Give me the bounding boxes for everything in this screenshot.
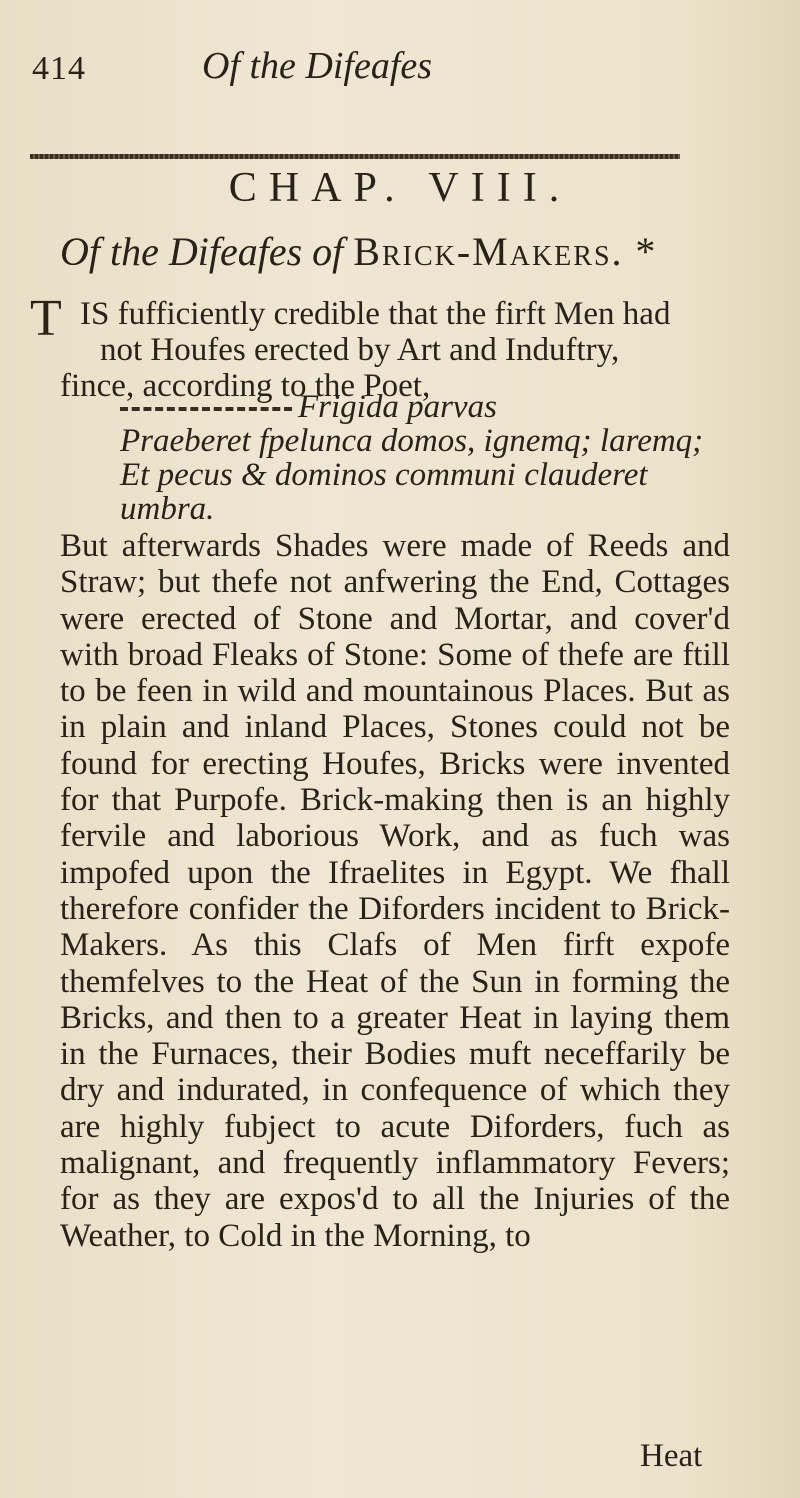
chapter-heading: CHAP. VIII. (228, 165, 572, 211)
verse-line-2: Praeberet fpelunca domos, ignemq; laremq; (120, 423, 704, 459)
subtitle-prefix: Of the Difeafes of (60, 229, 354, 274)
chapter-subtitle (60, 228, 760, 275)
opening-paragraph (30, 290, 760, 404)
page-header (32, 44, 732, 104)
opening-line-2: not Houfes erected by Art and Induftry, (100, 332, 620, 368)
verse-text-1: Frigida parvas (298, 389, 497, 425)
opening-line-1: IS fufficiently credible that the firft Men had (80, 296, 671, 332)
body-text (60, 528, 730, 1254)
body-paragraph: But afterwards Shades were made of Reeds and Straw; but thefe not anfwering the End, Cottages were erected of Stone and Mortar, and cover'd with broad Fleaks of Stone: Some of thefe are ftill to be feen in wild and mountainous Places. But as in plain and inland Places, Stones could not be found for erecting Houfes, Bricks were invented for that Purpofe. Brick-making then is an highly fervile and laborious Work, and as fuch was impofed upon the Ifraelites in Egypt. We fhall therefore confider the Diforders incident to Brick-Makers. As this Clafs of Men firft expofe themfelves to the Heat of the Sun in forming the Bricks, and then to a greater Heat in laying them in the Furnaces, their Bodies muft neceffarily be dry and indurated, in confequence of which they are highly fubject to acute Diforders, fuch as malignant, and frequently inflammatory Fevers; for as they are expos'd to all the Injuries of the Weather, to Cold in the Morning, to (60, 528, 730, 1254)
subtitle-caps: Brick-Makers. (353, 229, 624, 274)
header-rule (30, 154, 680, 159)
catchword: Heat (640, 1438, 703, 1474)
drop-cap: T (30, 290, 62, 347)
footnote-mark: * (633, 229, 654, 274)
running-title: Of the Difeafes (202, 45, 433, 87)
verse-line-3: Et pecus & dominos communi clauderet umbra. (120, 457, 648, 527)
verse-dash (120, 407, 292, 411)
verse-line-1 (120, 390, 740, 424)
page-number: 414 (32, 50, 86, 87)
opening-line-3: fince, according to the Poet, (60, 368, 431, 404)
